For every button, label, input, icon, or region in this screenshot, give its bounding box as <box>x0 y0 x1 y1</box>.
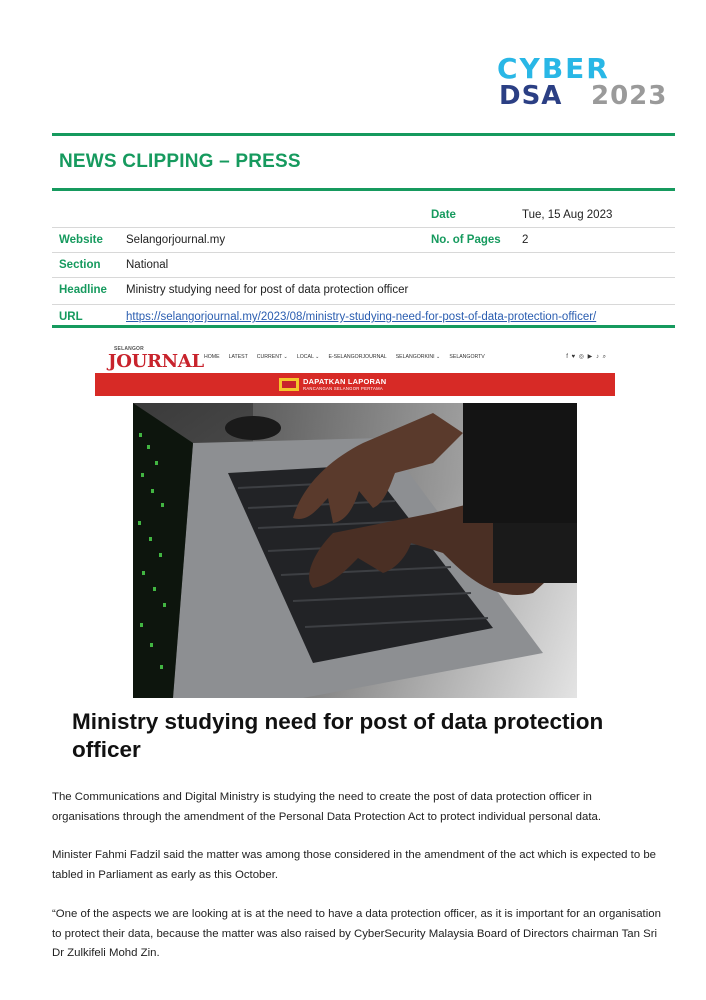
brand-small-text: SELANGOR <box>114 346 144 352</box>
nav-item-e-selangorjournal[interactable]: E-SELANGORJOURNAL <box>328 354 387 360</box>
brand-big-text: JOURNAL <box>108 351 204 372</box>
date-label: Date <box>431 209 456 221</box>
nav-item-current[interactable]: CURRENT ⌄ <box>256 354 288 360</box>
selangor-journal-logo[interactable] <box>102 346 204 372</box>
website-label: Website <box>59 234 103 246</box>
logo-line2b: 2023 <box>591 81 668 108</box>
info-row-date <box>52 203 675 228</box>
banner-subtitle: RANCANGAN SELANGOR PERTAMA <box>303 386 384 391</box>
site-header <box>95 344 615 372</box>
nav-item-local[interactable]: LOCAL ⌄ <box>296 354 320 360</box>
pages-label: No. of Pages <box>431 234 501 246</box>
info-bottom-rule <box>52 325 675 328</box>
nav-item-selangortv[interactable]: SELANGORTV <box>449 354 485 360</box>
info-row-section <box>52 253 675 278</box>
logo-line2a: DSA <box>499 81 563 108</box>
info-row-website <box>52 228 675 253</box>
cyberdsa-logo <box>495 54 675 108</box>
article-paragraph-3: “One of the aspects we are looking at is at the need to have a data protection officer, as it is important for an organisation to protect their data, because the matter was also raised by CyberSecurity Malaysia Board of Directors chairman Tan Sri Dr Zulkifeli Mohd Zin. <box>52 908 661 959</box>
banner-flag-icon <box>279 378 299 391</box>
social-icons[interactable]: f ♥ ◎ ▶ ♪ ⌕ <box>566 354 607 360</box>
headline-label: Headline <box>59 284 107 296</box>
promo-banner[interactable] <box>95 373 615 396</box>
nav-item-home[interactable]: HOME <box>204 354 220 360</box>
nav-item-latest[interactable]: LATEST <box>228 354 248 360</box>
info-row-headline <box>52 278 675 305</box>
clipping-title: NEWS CLIPPING – PRESS <box>59 151 301 172</box>
url-link[interactable]: https://selangorjournal.my/2023/08/ministry-studying-need-for-post-of-data-protection-officer/ <box>126 311 597 323</box>
website-value: Selangorjournal.my <box>126 234 226 246</box>
pages-value: 2 <box>522 234 529 246</box>
article-photo <box>133 403 577 698</box>
section-label: Section <box>59 259 101 271</box>
site-nav <box>204 354 494 360</box>
section-value: National <box>126 259 169 271</box>
banner-title: DAPATKAN LAPORAN <box>303 377 387 386</box>
article-headline: Ministry studying need for post of data protection officer <box>72 709 604 762</box>
url-label: URL <box>59 311 83 323</box>
logo-line1: CYBER <box>497 54 610 85</box>
date-value: Tue, 15 Aug 2023 <box>522 209 613 221</box>
top-rule <box>52 133 675 136</box>
article-paragraph-2: Minister Fahmi Fadzil said the matter was among those considered in the amendment of the act which is expected to be tabled in Parliament as early as this October. <box>52 849 657 881</box>
headline-value: Ministry studying need for post of data protection officer <box>126 284 409 296</box>
nav-item-selangorkini[interactable]: SELANGORKINI ⌄ <box>395 354 441 360</box>
clipping-info-table <box>52 203 675 329</box>
article-paragraph-1: The Communications and Digital Ministry is studying the need to create the post of data protection officer in organisations through the amendment of the Personal Data Protection Act to protect individual personal data. <box>52 791 601 823</box>
title-rule <box>52 188 675 191</box>
